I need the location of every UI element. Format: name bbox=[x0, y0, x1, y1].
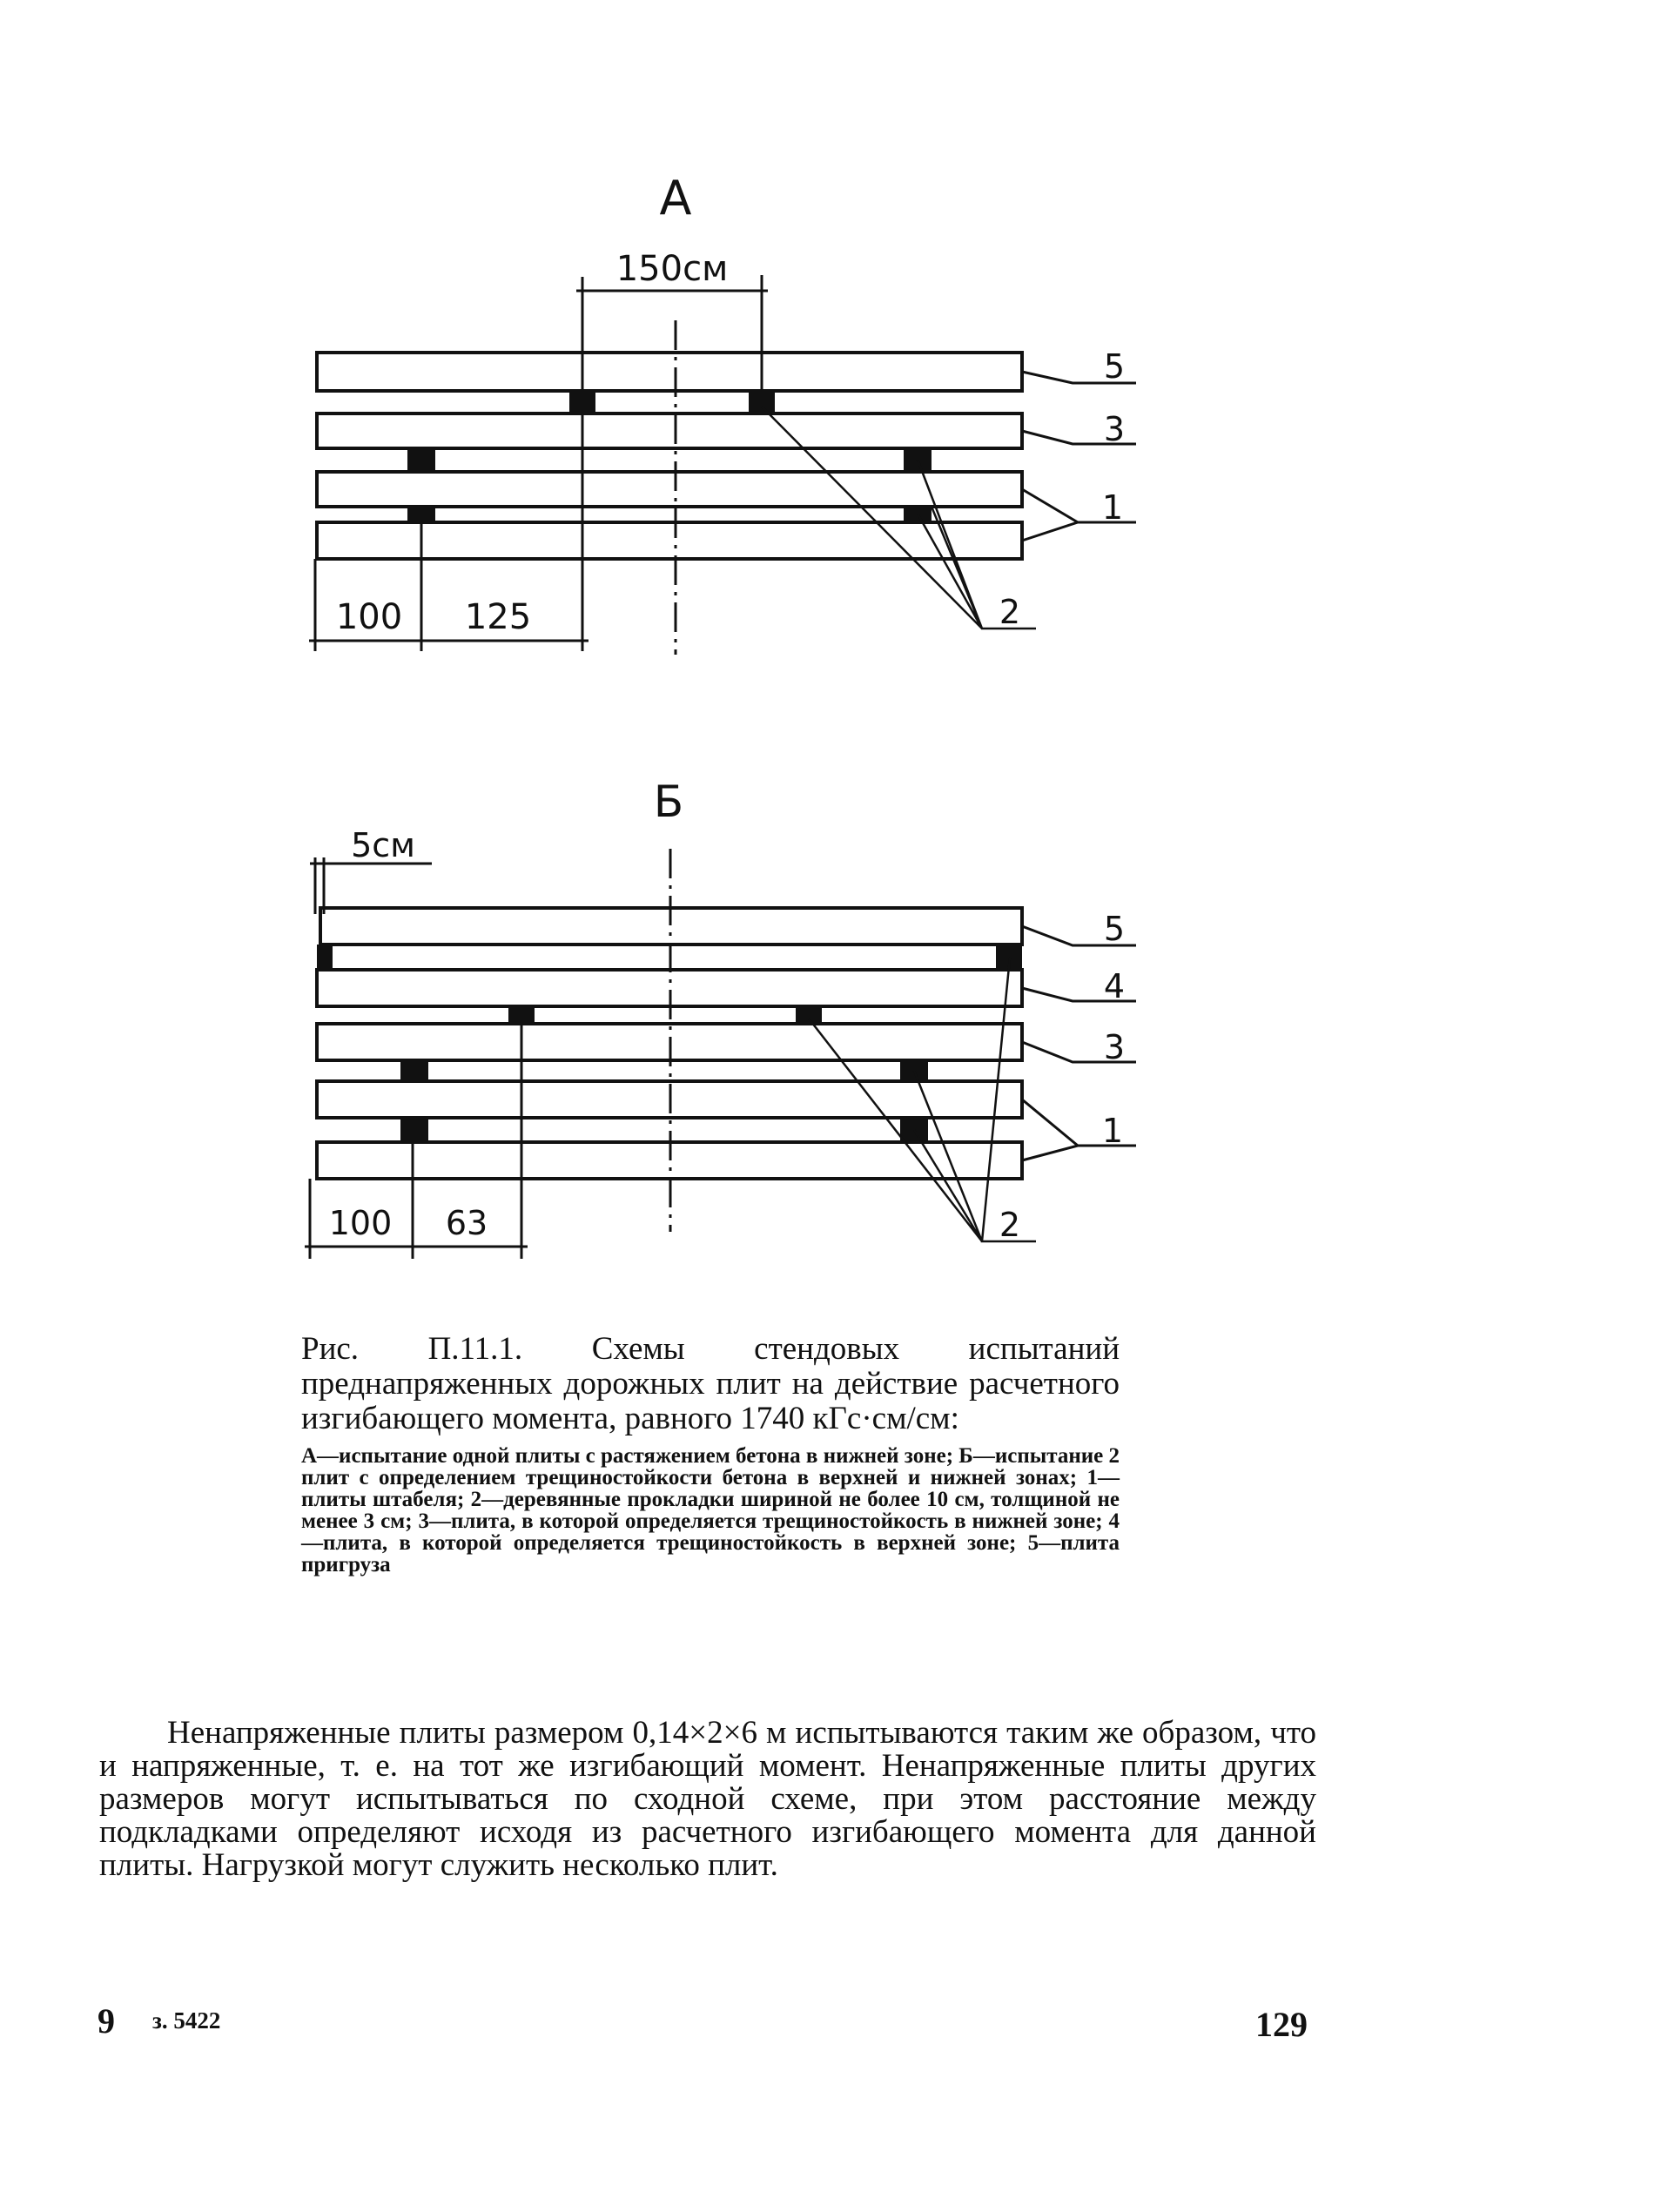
wooden-pad bbox=[749, 391, 775, 413]
sheet-number: 9 bbox=[98, 2001, 115, 2041]
span-label: 150см bbox=[615, 249, 729, 289]
wooden-pad bbox=[400, 1060, 428, 1081]
diagram-b bbox=[305, 777, 1136, 1259]
wooden-pad bbox=[400, 1118, 428, 1142]
diagram-b-title: Б bbox=[653, 777, 684, 827]
diagram-a-title: А bbox=[659, 171, 692, 225]
paragraph-text: Ненапряженные плиты размером 0,14×2×6 м испытываются таким же образом, что и напряженные, т. е. на тот же изгибающий момент. Ненапряженные плиты других размеров могут испытываться по сходной схеме, при этом расстояние между подкладками определяют исходя из расчетного изгибающего момента для данной плиты. Нагрузкой могут служить несколько плит. bbox=[99, 1715, 1316, 1883]
plate-1-upper bbox=[317, 472, 1022, 507]
callout-2: 2 bbox=[999, 593, 1021, 631]
offset-label: 5см bbox=[351, 826, 415, 864]
dim-right-label: 125 bbox=[464, 597, 532, 637]
callout-1: 1 bbox=[1101, 1112, 1124, 1150]
wooden-pad bbox=[569, 391, 595, 413]
diagram-a bbox=[309, 171, 1136, 655]
order-number: з. 5422 bbox=[152, 2007, 221, 2034]
leader-line bbox=[809, 958, 1036, 1241]
caption-title: Рис. П.11.1. Схемы стендовых испытаний преднапряженных дорожных плит на действие расчетного изгибающего момента, равного 1740 кГс·см/см: bbox=[301, 1331, 1120, 1436]
callout-3: 3 bbox=[1103, 1028, 1126, 1066]
callout-4: 4 bbox=[1103, 967, 1126, 1005]
wooden-pad bbox=[407, 507, 435, 522]
callout-5: 5 bbox=[1103, 347, 1126, 386]
plate-5 bbox=[317, 353, 1022, 391]
leader-line bbox=[762, 407, 1036, 629]
dim-left-label: 100 bbox=[335, 597, 403, 637]
caption-legend: А—испытание одной плиты с растяжением бетона в нижней зоне; Б—испытание 2 плит с определением трещиностойкости бетона в верхней и нижней зонах; 1—плиты штабеля; 2—деревянные прокладки шириной не более 10 см, толщиной не менее 3 см; 3—плита, в которой определяется трещиностойкость в нижней зоне; 4—плита, в которой определяется трещиностойкость в верхней зоне; 5—плита пригруза bbox=[301, 1444, 1120, 1577]
wooden-pad bbox=[508, 1006, 535, 1024]
callout-5: 5 bbox=[1103, 910, 1126, 948]
wooden-pad bbox=[796, 1006, 822, 1024]
page-number: 129 bbox=[1255, 2005, 1308, 2044]
wooden-pad bbox=[317, 945, 333, 970]
plate-3 bbox=[317, 413, 1022, 448]
wooden-pad bbox=[407, 448, 435, 472]
dim-left-label: 100 bbox=[328, 1204, 393, 1242]
callout-2: 2 bbox=[999, 1206, 1021, 1244]
body-paragraph bbox=[99, 1717, 1316, 1882]
callout-1: 1 bbox=[1101, 488, 1124, 527]
figure-caption bbox=[301, 1332, 1120, 1576]
dim-right-label: 63 bbox=[445, 1204, 488, 1242]
callout-3: 3 bbox=[1103, 410, 1126, 448]
